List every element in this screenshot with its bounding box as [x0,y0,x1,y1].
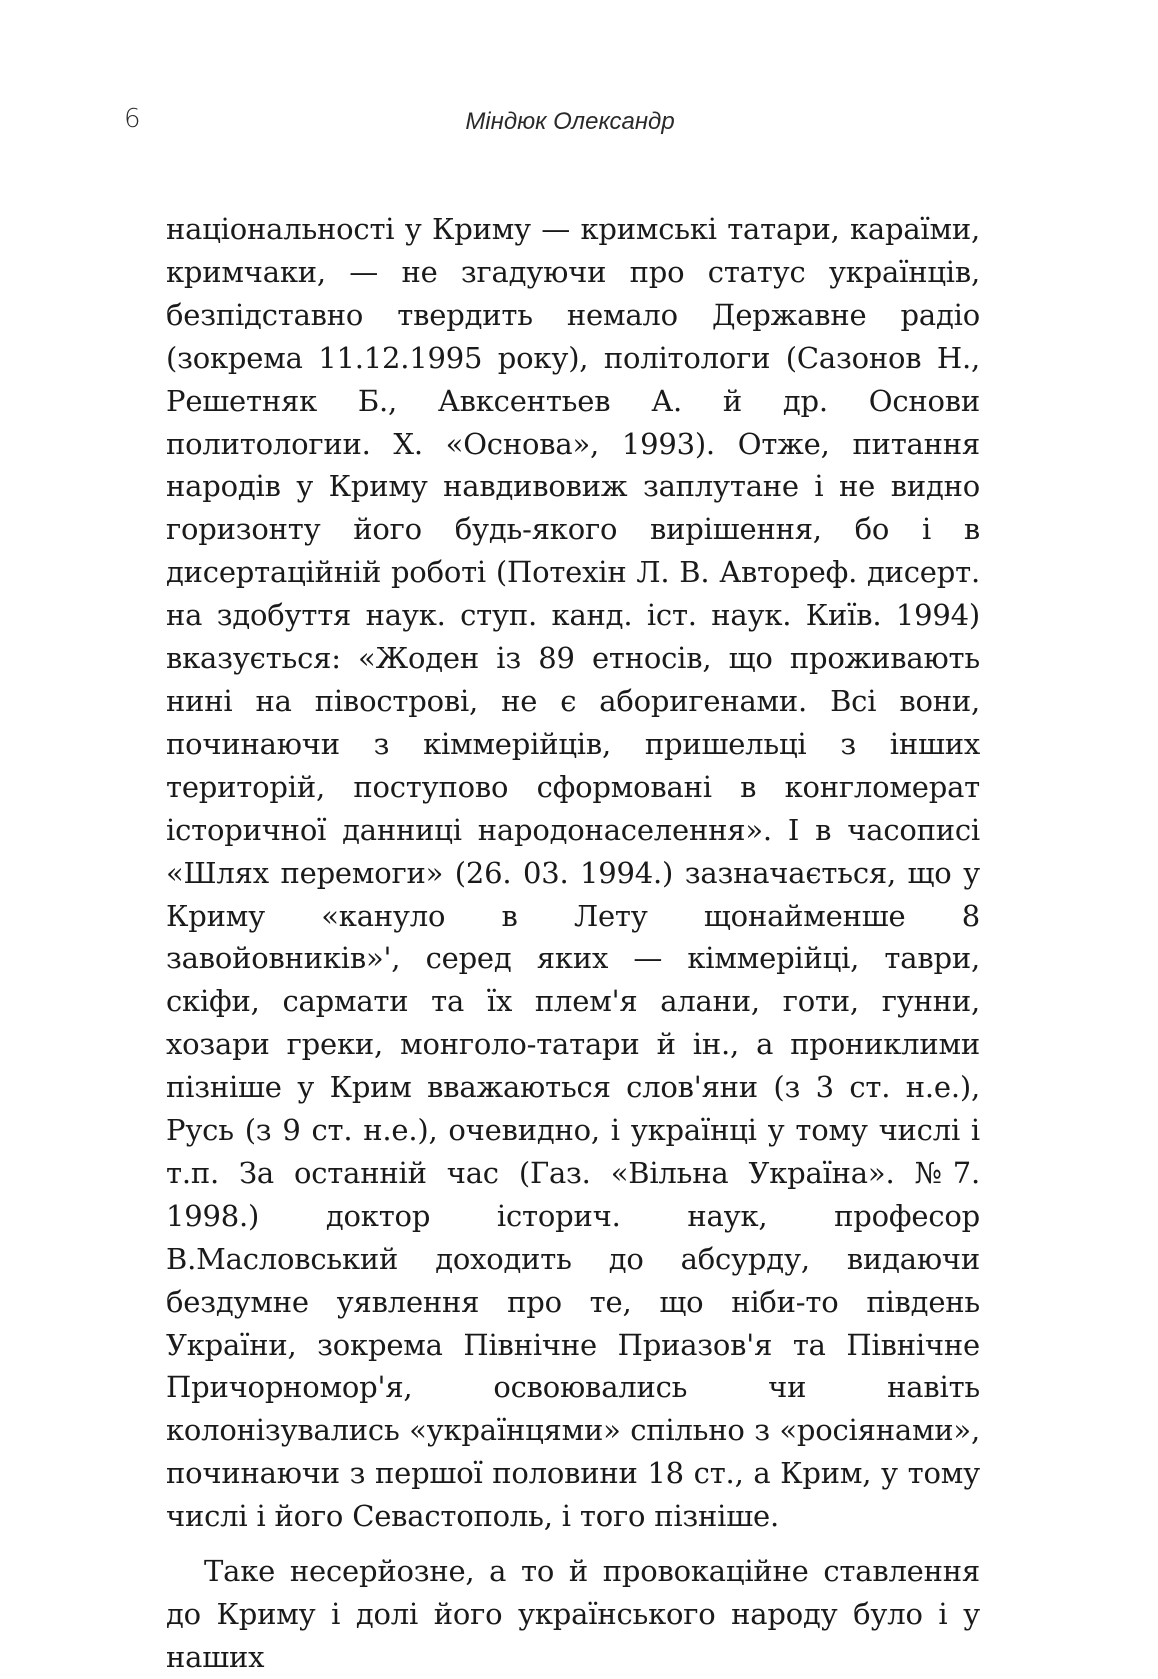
running-title: Міндюк Олександр [465,108,675,135]
paragraph: національності у Криму — кримські татари, караїми, кримчаки, — не згадуючи про статус українців, безпідставно твердить немало Державне радіо (зокрема 11.12.1995 року), політологи (Сазонов Н., Решетняк Б., Авксентьев А. й др. Основи политологии. Х. «Основа», 1993). Отже, питання народів у Криму навдивовиж заплутане і не видно горизонту його будь-якого вирішення, бо і в дисертаційній роботі (Потехін Л. В. Автореф. дисерт. на здобуття наук. ступ. канд. іст. наук. Київ. 1994) вказується: «Жоден із 89 етносів, що проживають нині на півострові, не є аборигенами. Всі вони, починаючи з кіммерійців, пришельці з інших територій, поступово сформовані в конгломерат історичної данниці народонаселення». І в часописі «Шлях перемоги» (26. 03. 1994.) зазначається, що у Криму «кануло в Лету щонайменше 8 завойовників»', серед яких — кіммерійці, таври, скіфи, сармати та їх плем'я алани, готи, гунни, хозари греки, монголо-татари й ін., а прониклими пізніше у Крим вважаються слов'яни (з 3 ст. н.е.), Русь (з 9 ст. н.е.), очевидно, і українці у тому числі і т.п. За останній час (Газ. «Вільна Україна». №7. 1998.) доктор історич. наук, професор В.Масловський доходить до абсурду, видаючи бездумне уявлення про те, що ніби-то південь України, зокрема Північне Приазов'я та Північне Причорномор'я, освоювались чи навіть колонізувались «українцями» спільно з «росіянами», починаючи з першої половини 18 ст., а Крим, у тому числі і його Севастополь, і того пізніше. [166,212,980,1534]
paragraph: Таке несерйозне, а то й провокаційне ставлення до Криму і долі його українського народу було і у наших [166,1554,980,1674]
page-number: 6 [124,104,141,134]
body-text [166,208,980,1679]
